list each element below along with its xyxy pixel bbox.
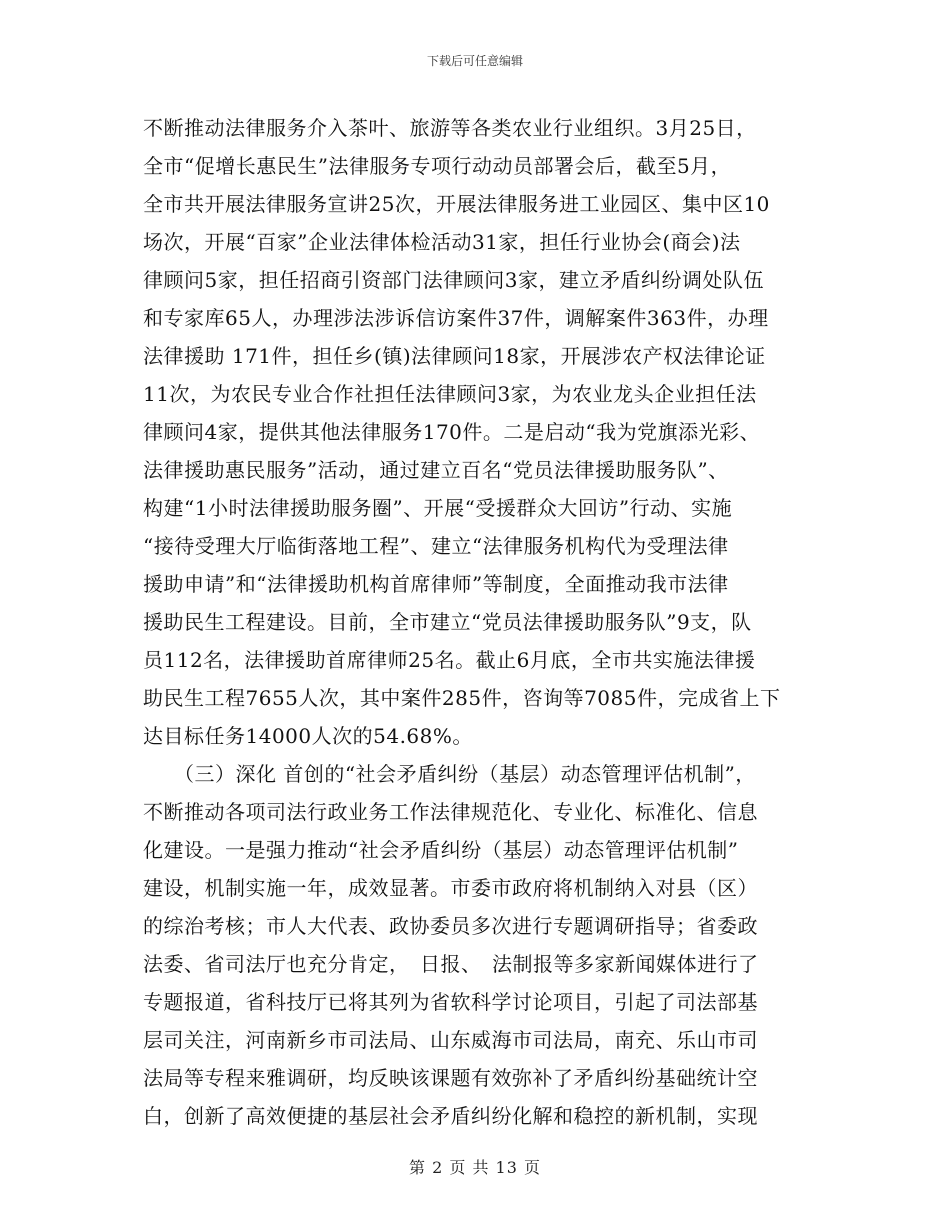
text-line: 全市共开展法律服务宣讲25次，开展法律服务进工业园区、集中区10 <box>143 192 770 216</box>
text-line: 法委、省司法厅也充分肯定， 日报、 法制报等多家新闻媒体进行了 <box>143 952 759 976</box>
text-line: 律顾问4家，提供其他法律服务170件。二是启动“我为党旗添光彩、 <box>143 420 761 444</box>
page-number-footer: 第 2 页 共 13 页 <box>409 1158 541 1177</box>
text-line: 不断推动各项司法行政业务工作法律规范化、专业化、标准化、信息 <box>143 800 758 824</box>
text-line: 援助申请”和“法律援助机构首席律师”等制度，全面推动我市法律 <box>143 572 729 596</box>
text-line: 白，创新了高效便捷的基层社会矛盾纠纷化解和稳控的新机制，实现 <box>143 1104 758 1128</box>
text-line: 助民生工程7655人次，其中案件285件，咨询等7085件，完成省上下 <box>143 686 781 710</box>
text-line: 层司关注，河南新乡市司法局、山东威海市司法局，南充、乐山市司 <box>143 1028 758 1052</box>
text-line: 化建设。一是强力推动“社会矛盾纠纷（基层）动态管理评估机制” <box>143 838 739 862</box>
text-line: 构建“1小时法律援助服务圈”、开展“受援群众大回访”行动、实施 <box>143 496 733 520</box>
text-line: 不断推动法律服务介入茶叶、旅游等各类农业行业组织。3月25日， <box>143 116 757 140</box>
text-line: 法律援助 171件，担任乡(镇)法律顾问18家，开展涉农产权法律论证 <box>143 344 766 368</box>
text-line: 和专家库65人，办理涉法涉诉信访案件37件，调解案件363件，办理 <box>143 306 769 330</box>
text-line: （三）深化 首创的“社会矛盾纠纷（基层）动态管理评估机制”， <box>143 762 756 786</box>
text-line: 员112名，法律援助首席律师25名。截止6月底，全市共实施法律援 <box>143 648 756 672</box>
text-line: 律顾问5家，担任招商引资部门法律顾问3家，建立矛盾纠纷调处队伍 <box>143 268 764 292</box>
text-line: 场次，开展“百家”企业法律体检活动31家，担任行业协会(商会)法 <box>143 230 741 254</box>
text-line: 全市“促增长惠民生”法律服务专项行动动员部署会后，截至5月， <box>143 154 732 178</box>
page-header: 下载后可任意编辑 <box>426 54 523 68</box>
text-line: 法律援助惠民服务”活动，通过建立百名“党员法律援助服务队”、 <box>143 458 729 482</box>
text-line: 达目标任务14000人次的54.68%。 <box>143 724 473 748</box>
text-line: 11次，为农民专业合作社担任法律顾问3家，为农业龙头企业担任法 <box>143 382 757 406</box>
text-line: 法局等专程来雅调研，均反映该课题有效弥补了矛盾纠纷基础统计空 <box>143 1066 758 1090</box>
text-line: 援助民生工程建设。目前，全市建立“党员法律援助服务队”9支，队 <box>143 610 752 634</box>
text-line: 的综治考核；市人大代表、政协委员多次进行专题调研指导；省委政 <box>143 914 758 938</box>
text-line: 建设，机制实施一年，成效显著。市委市政府将机制纳入对县（区） <box>143 876 758 900</box>
text-line: 专题报道，省科技厅已将其列为省软科学讨论项目，引起了司法部基 <box>143 990 758 1014</box>
text-line: “接待受理大厅临街落地工程”、建立“法律服务机构代为受理法律 <box>143 534 729 558</box>
